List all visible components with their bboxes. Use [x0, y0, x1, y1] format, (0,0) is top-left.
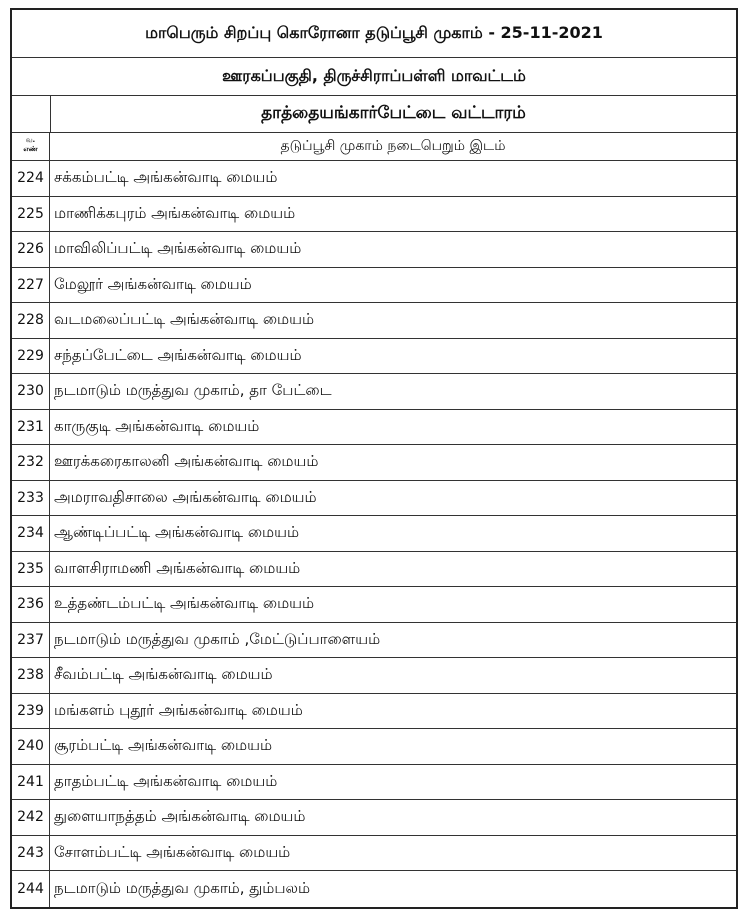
serial-number: 231	[12, 410, 50, 445]
serial-number: 227	[12, 268, 50, 303]
table-row	[12, 374, 736, 410]
table-row	[12, 765, 736, 801]
serial-number: 242	[12, 800, 50, 835]
table-row	[12, 800, 736, 836]
table-row	[12, 410, 736, 446]
table-row	[12, 339, 736, 375]
serial-number: 233	[12, 481, 50, 516]
camp-location: சீவம்பட்டி அங்கன்வாடி மையம்	[54, 665, 273, 684]
serial-number: 230	[12, 374, 50, 409]
serial-number: 235	[12, 552, 50, 587]
table-row	[12, 161, 736, 197]
table-row	[12, 232, 736, 268]
place-column-header: தடுப்பூசி முகாம் நடைபெறும் இடம்	[280, 138, 506, 154]
camp-location: வடமலைப்பட்டி அங்கன்வாடி மையம்	[54, 310, 315, 329]
page-title: மாபெரும் சிறப்பு கொரோனா தடுப்பூசி முகாம் - 25-11-2021	[12, 10, 736, 58]
serial-column-header	[12, 133, 50, 160]
table-body	[12, 161, 736, 907]
table-row	[12, 658, 736, 694]
serial-number: 244	[12, 871, 50, 907]
serial-number: 224	[12, 161, 50, 196]
table-row	[12, 552, 736, 588]
table-row	[12, 445, 736, 481]
block-heading-spacer	[12, 96, 51, 132]
camp-location: காருகுடி அங்கன்வாடி மையம்	[54, 416, 260, 435]
serial-number: 240	[12, 729, 50, 764]
district-heading: ஊரகப்பகுதி, திருச்சிராப்பள்ளி மாவட்டம்	[12, 58, 736, 96]
serial-header-line-1: வ.	[25, 136, 36, 144]
table-row	[12, 694, 736, 730]
serial-number: 229	[12, 339, 50, 374]
camp-location: துளையாநத்தம் அங்கன்வாடி மையம்	[54, 807, 306, 826]
serial-number: 226	[12, 232, 50, 267]
serial-number: 241	[12, 765, 50, 800]
camp-location: மங்களம் புதூர் அங்கன்வாடி மையம்	[54, 700, 303, 719]
table-row	[12, 481, 736, 517]
camp-location: நடமாடும் மருத்துவ முகாம் ,மேட்டுப்பாளையம்	[54, 629, 381, 648]
camp-location: ஊரக்கரைகாலனி அங்கன்வாடி மையம்	[54, 452, 319, 471]
serial-number: 243	[12, 836, 50, 871]
block-heading-row	[12, 96, 736, 133]
camp-location: வாளசிராமணி அங்கன்வாடி மையம்	[54, 558, 301, 577]
table-row	[12, 836, 736, 872]
table-row	[12, 587, 736, 623]
table-row	[12, 516, 736, 552]
camp-location: ஆண்டிப்பட்டி அங்கன்வாடி மையம்	[54, 523, 300, 542]
serial-number: 234	[12, 516, 50, 551]
camp-location: மேலூர் அங்கன்வாடி மையம்	[54, 274, 252, 293]
serial-number: 232	[12, 445, 50, 480]
serial-number: 228	[12, 303, 50, 338]
table-row	[12, 871, 736, 907]
camp-location: நடமாடும் மருத்துவ முகாம், தா பேட்டை	[54, 381, 332, 400]
camp-location: சோளம்பட்டி அங்கன்வாடி மையம்	[54, 842, 291, 861]
serial-number: 236	[12, 587, 50, 622]
camp-location: உத்தண்டம்பட்டி அங்கன்வாடி மையம்	[54, 594, 315, 613]
table-row	[12, 268, 736, 304]
table-row	[12, 197, 736, 233]
camp-location: அமராவதிசாலை அங்கன்வாடி மையம்	[54, 487, 317, 506]
serial-number: 239	[12, 694, 50, 729]
serial-header-line-2: எண்	[23, 145, 38, 153]
camp-location: தாதம்பட்டி அங்கன்வாடி மையம்	[54, 771, 278, 790]
vaccination-camp-table	[10, 8, 738, 909]
camp-location: மாவிலிப்பட்டி அங்கன்வாடி மையம்	[54, 239, 302, 258]
camp-location: சந்தப்பேட்டை அங்கன்வாடி மையம்	[54, 345, 302, 364]
serial-number: 225	[12, 197, 50, 232]
table-row	[12, 623, 736, 659]
camp-location: சூரம்பட்டி அங்கன்வாடி மையம்	[54, 736, 273, 755]
table-row	[12, 729, 736, 765]
serial-number: 237	[12, 623, 50, 658]
camp-location: சக்கம்பட்டி அங்கன்வாடி மையம்	[54, 168, 278, 187]
camp-location: நடமாடும் மருத்துவ முகாம், தும்பலம்	[54, 878, 311, 897]
camp-location: மாணிக்கபுரம் அங்கன்வாடி மையம்	[54, 203, 296, 222]
column-header-row	[12, 133, 736, 161]
block-heading: தாத்தையங்கார்பேட்டை வட்டாரம்	[261, 103, 526, 123]
serial-number: 238	[12, 658, 50, 693]
table-row	[12, 303, 736, 339]
